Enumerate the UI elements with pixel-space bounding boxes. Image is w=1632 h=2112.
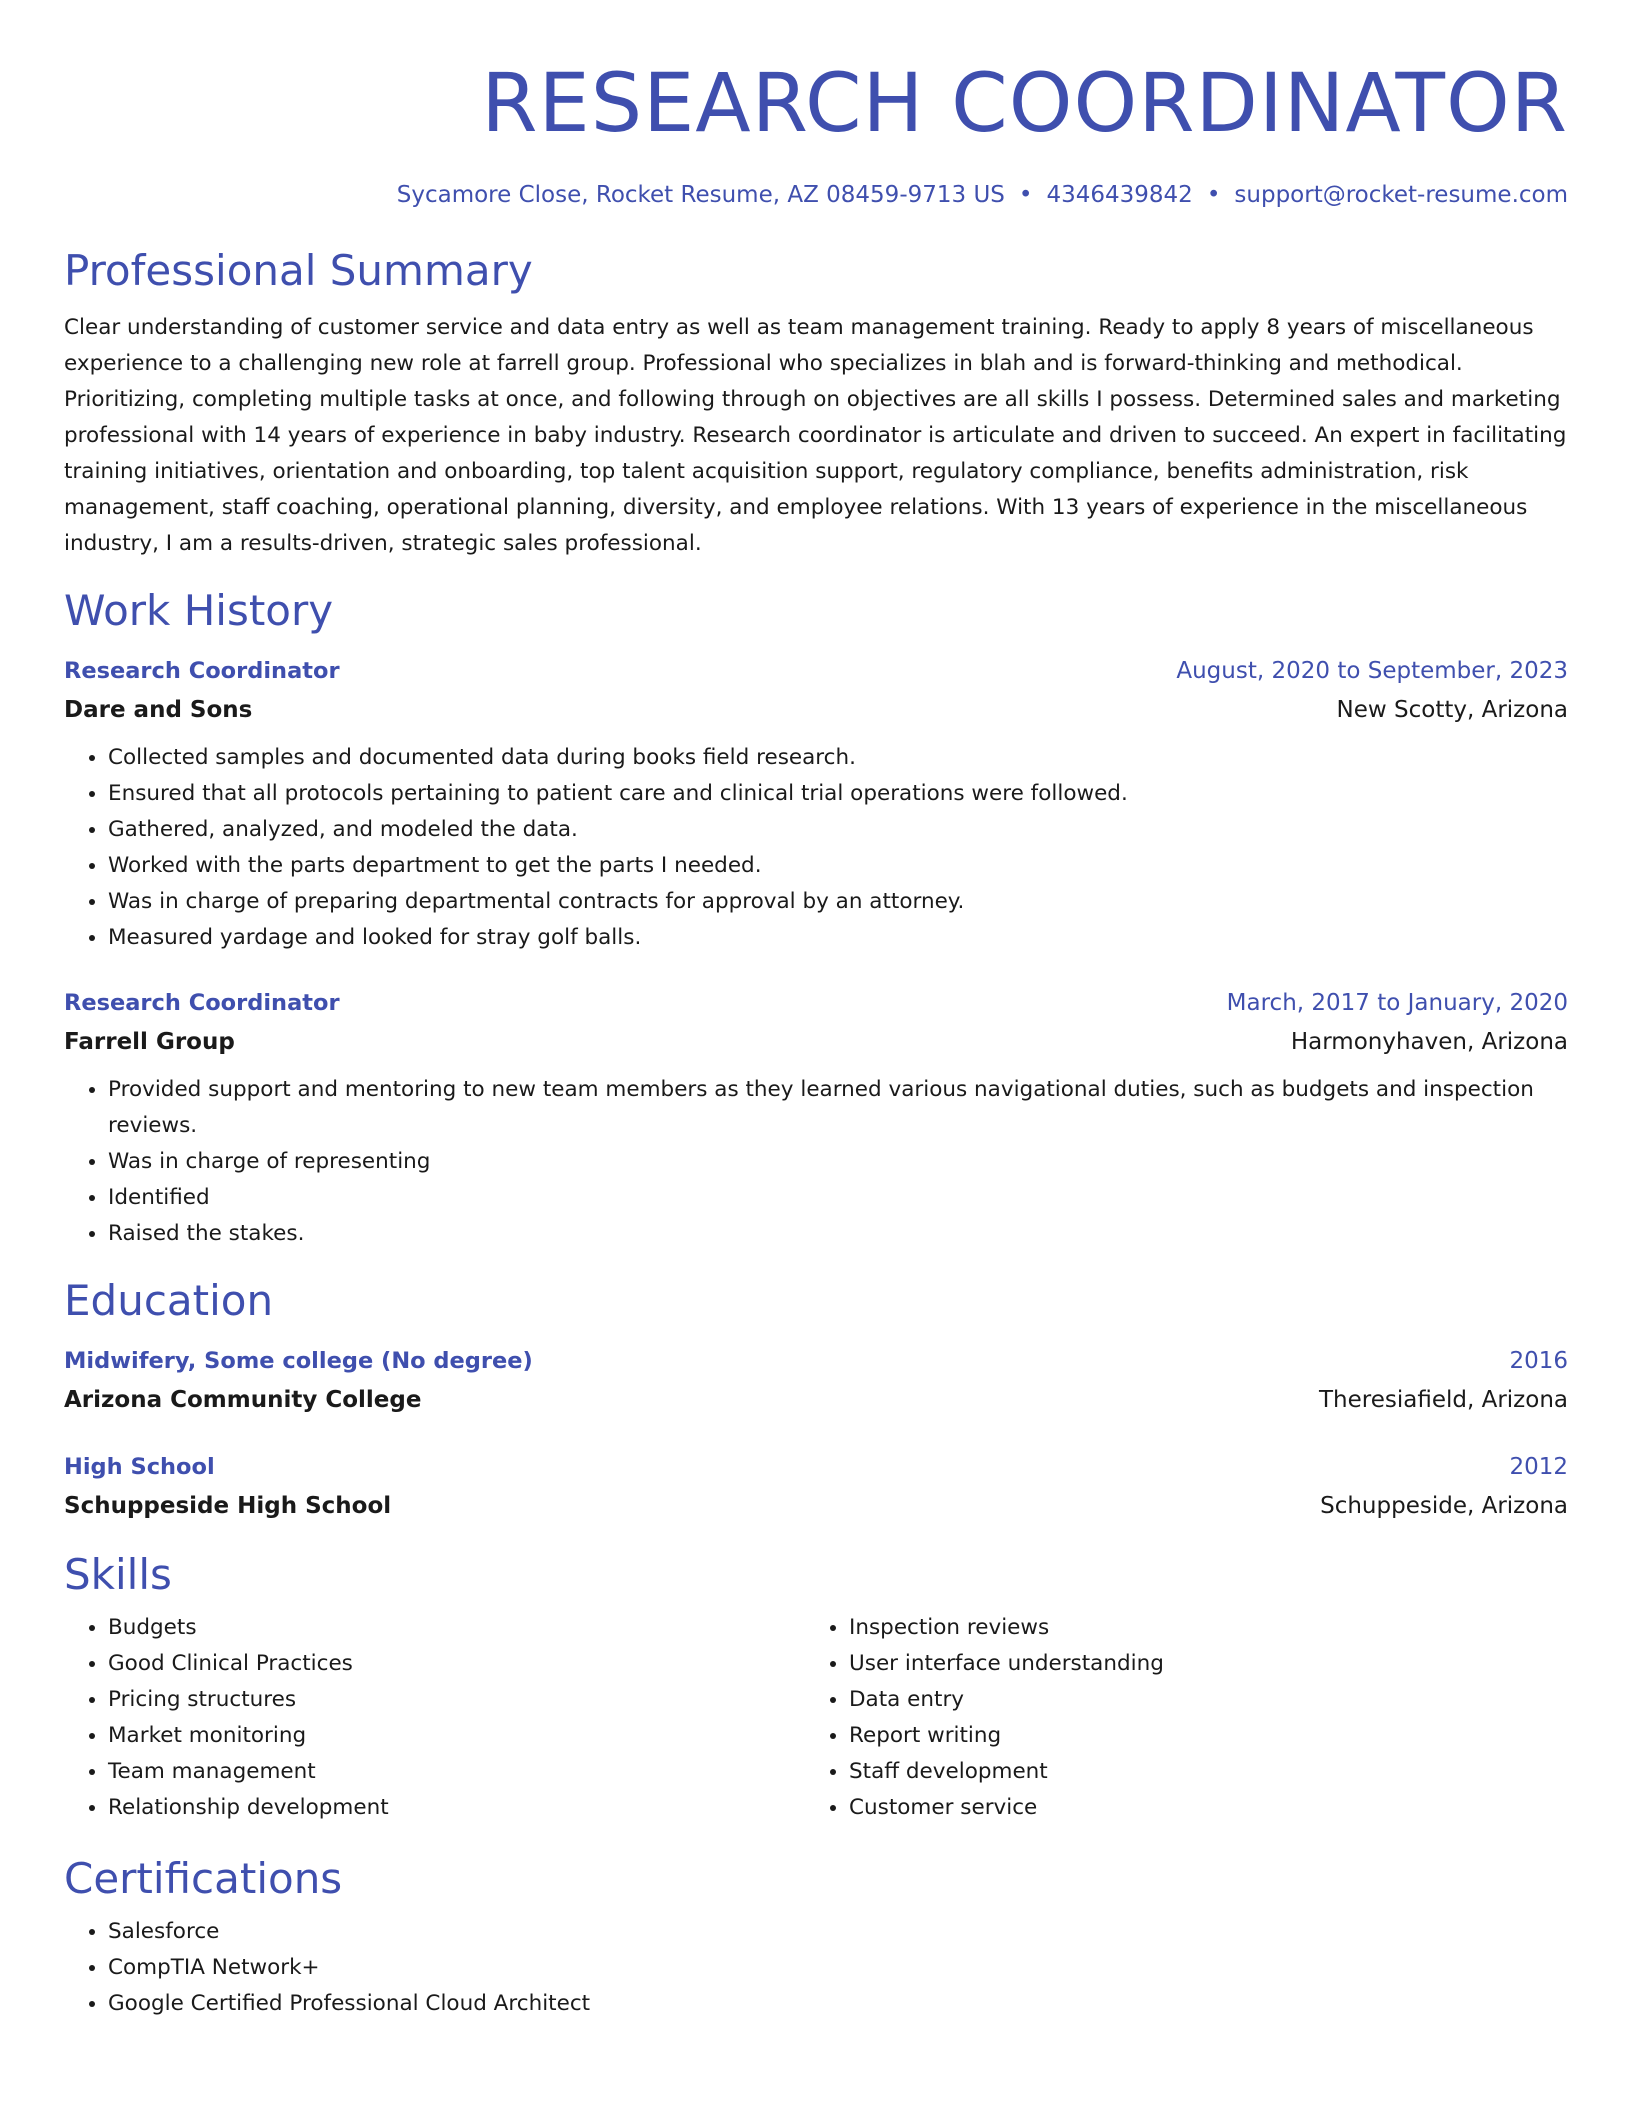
skills-column-left (64, 1610, 805, 1826)
skills-section (64, 1548, 1568, 1826)
certifications-list (64, 1914, 1568, 2022)
job-title-row (64, 984, 1568, 1022)
section-title-work: Work History (64, 586, 334, 635)
contact-separator: • (1206, 182, 1221, 208)
job-bullets (64, 740, 1568, 956)
skill-item: • Relationship development (108, 1790, 805, 1826)
skill-item: • Market monitoring (108, 1718, 805, 1754)
job-company: Farrell Group (64, 1029, 235, 1055)
skills-list-left (64, 1610, 805, 1826)
job-entry (64, 652, 1568, 956)
job-bullets (64, 1072, 1568, 1252)
contact-address: Sycamore Close, Rocket Resume, AZ 08459-9713 US (396, 182, 1005, 208)
education-location: Theresiafield, Arizona (1319, 1387, 1568, 1413)
skill-item: • Customer service (849, 1790, 1568, 1826)
education-degree: High School (64, 1454, 215, 1480)
skill-item: • Report writing (849, 1718, 1568, 1754)
skill-item: • Staff development (849, 1754, 1568, 1790)
job-title-row (64, 652, 1568, 690)
job-dates: March, 2017 to January, 2020 (1226, 990, 1568, 1016)
contact-separator: • (1018, 182, 1033, 208)
job-bullet: • Measured yardage and looked for stray golf balls. (108, 920, 1568, 956)
job-entry (64, 984, 1568, 1252)
certification-item: • CompTIA Network+ (108, 1950, 1568, 1986)
education-degree-row (64, 1342, 1568, 1380)
certifications-section (64, 1852, 1568, 2022)
skill-item: • User interface understanding (849, 1646, 1568, 1682)
skills-list-right (805, 1610, 1568, 1826)
job-bullet: • Was in charge of representing (108, 1144, 1568, 1180)
job-role: Research Coordinator (64, 990, 340, 1016)
education-entry (64, 1448, 1568, 1526)
job-bullet: • Gathered, analyzed, and modeled the data. (108, 812, 1568, 848)
job-company-row (64, 1022, 1568, 1062)
job-bullet: • Collected samples and documented data during books field research. (108, 740, 1568, 776)
skill-item: • Good Clinical Practices (108, 1646, 805, 1682)
education-location: Schuppeside, Arizona (1320, 1493, 1568, 1519)
skills-columns (64, 1610, 1568, 1826)
section-title-certifications: Certifications (64, 1854, 343, 1903)
skill-item: • Data entry (849, 1682, 1568, 1718)
job-location: Harmonyhaven, Arizona (1290, 1029, 1568, 1055)
skill-item: • Team management (108, 1754, 805, 1790)
contact-phone: 4346439842 (1046, 182, 1193, 208)
education-year: 2012 (1509, 1454, 1568, 1480)
job-bullet: • Was in charge of preparing departmental contracts for approval by an attorney. (108, 884, 1568, 920)
certification-item: • Google Certified Professional Cloud Architect (108, 1986, 1568, 2022)
work-history-section (64, 584, 1568, 1252)
job-role: Research Coordinator (64, 658, 340, 684)
skill-item: • Inspection reviews (849, 1610, 1568, 1646)
job-bullet: • Raised the stakes. (108, 1216, 1568, 1252)
education-school: Arizona Community College (64, 1387, 422, 1413)
education-school-row (64, 1380, 1568, 1420)
job-bullet: • Provided support and mentoring to new team members as they learned various navigational duties, such as budgets and inspection reviews. (108, 1072, 1568, 1144)
education-section (64, 1274, 1568, 1526)
contact-line (64, 180, 1568, 210)
education-degree-row (64, 1448, 1568, 1486)
education-entry (64, 1342, 1568, 1420)
education-school: Schuppeside High School (64, 1493, 392, 1519)
education-year: 2016 (1509, 1348, 1568, 1374)
education-school-row (64, 1486, 1568, 1526)
section-title-skills: Skills (64, 1550, 172, 1599)
skill-item: • Pricing structures (108, 1682, 805, 1718)
job-bullet: • Identified (108, 1180, 1568, 1216)
professional-summary-section (64, 244, 1568, 562)
education-degree: Midwifery, Some college (No degree) (64, 1348, 533, 1374)
job-bullet: • Worked with the parts department to get the parts I needed. (108, 848, 1568, 884)
section-title-education: Education (64, 1276, 274, 1325)
summary-text: Clear understanding of customer service and data entry as well as team management training. Ready to apply 8 years of miscellaneous experience to a challenging new role at farrell group. Professional who specializes in blah and is forward-thinking and methodical. Prioritizing, completing multiple tasks at once, and following through on objectives are all skills I possess. Determined sales and marketing professional with 14 years of experience in baby industry. Research coordinator is articulate and driven to succeed. An expert in facilitating training initiatives, orientation and onboarding, top talent acquisition support, regulatory compliance, benefits administration, risk management, staff coaching, operational planning, diversity, and employee relations. With 13 years of experience in the miscellaneous industry, I am a results-driven, strategic sales professional. (64, 315, 1567, 556)
resume-name: RESEARCH COORDINATOR (481, 57, 1568, 151)
section-title-summary: Professional Summary (64, 246, 533, 295)
job-dates: August, 2020 to September, 2023 (1176, 658, 1568, 684)
certification-item: • Salesforce (108, 1914, 1568, 1950)
resume-header (64, 54, 1568, 210)
job-location: New Scotty, Arizona (1336, 697, 1568, 723)
skills-column-right (805, 1610, 1568, 1826)
job-company-row (64, 690, 1568, 730)
job-bullet: • Ensured that all protocols pertaining to patient care and clinical trial operations were followed. (108, 776, 1568, 812)
job-company: Dare and Sons (64, 697, 253, 723)
skill-item: • Budgets (108, 1610, 805, 1646)
contact-email: support@rocket-resume.com (1234, 182, 1568, 208)
